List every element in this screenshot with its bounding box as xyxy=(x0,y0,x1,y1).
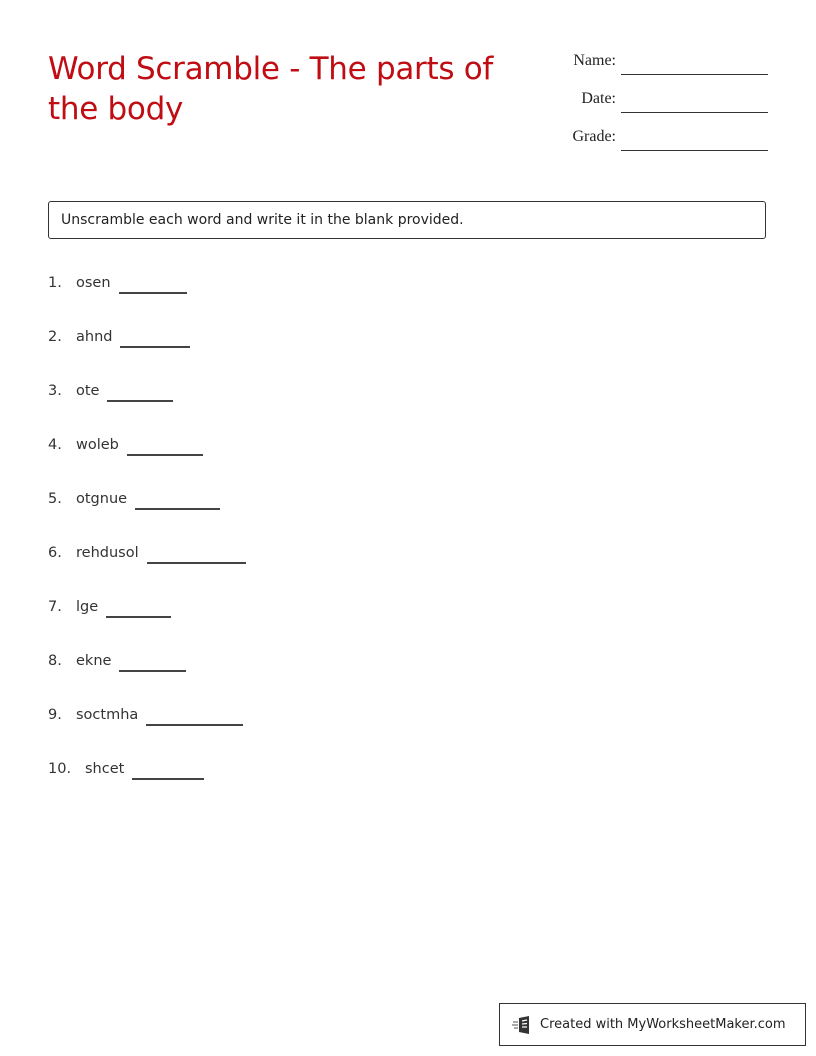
student-info-fields xyxy=(540,50,770,164)
footer-text: Created with MyWorksheetMaker.com xyxy=(540,1017,786,1032)
list-item xyxy=(48,272,548,326)
answer-blank[interactable] xyxy=(119,272,187,294)
name-blank[interactable] xyxy=(621,74,768,75)
date-field xyxy=(540,88,770,126)
item-number: 7. xyxy=(48,599,62,615)
scrambled-word: lge xyxy=(76,599,99,615)
scrambled-word: rehdusol xyxy=(76,545,139,561)
scrambled-word: woleb xyxy=(76,437,119,453)
list-item xyxy=(48,326,548,380)
answer-blank[interactable] xyxy=(147,542,246,564)
scrambled-word: shcet xyxy=(85,761,125,777)
list-item xyxy=(48,380,548,434)
item-number: 5. xyxy=(48,491,62,507)
scrambled-word: ahnd xyxy=(76,329,113,345)
scrambled-word: otgnue xyxy=(76,491,128,507)
footer-credit[interactable] xyxy=(499,1003,806,1046)
grade-label: Grade: xyxy=(572,128,616,145)
list-item xyxy=(48,542,548,596)
item-number: 6. xyxy=(48,545,62,561)
name-field xyxy=(540,50,770,88)
answer-blank[interactable] xyxy=(127,434,203,456)
list-item xyxy=(48,434,548,488)
answer-blank[interactable] xyxy=(135,488,220,510)
answer-blank[interactable] xyxy=(106,596,171,618)
answer-blank[interactable] xyxy=(120,326,190,348)
answer-blank[interactable] xyxy=(146,704,243,726)
answer-blank[interactable] xyxy=(119,650,186,672)
item-number: 2. xyxy=(48,329,62,345)
name-label: Name: xyxy=(573,52,616,69)
page-title: Word Scramble - The parts of the body xyxy=(48,51,494,127)
instructions-box: Unscramble each word and write it in the blank provided. xyxy=(48,201,766,239)
list-item xyxy=(48,758,548,812)
item-number: 1. xyxy=(48,275,62,291)
list-item xyxy=(48,704,548,758)
scrambled-word: osen xyxy=(76,275,111,291)
word-list xyxy=(48,272,548,812)
scrambled-word: ote xyxy=(76,383,100,399)
item-number: 3. xyxy=(48,383,62,399)
scrambled-word: ekne xyxy=(76,653,112,669)
date-blank[interactable] xyxy=(621,112,768,113)
scrambled-word: soctmha xyxy=(76,707,139,723)
item-number: 8. xyxy=(48,653,62,669)
item-number: 4. xyxy=(48,437,62,453)
worksheet-maker-logo-icon xyxy=(512,1014,534,1036)
date-label: Date: xyxy=(581,90,616,107)
list-item xyxy=(48,596,548,650)
grade-blank[interactable] xyxy=(621,150,768,151)
grade-field xyxy=(540,126,770,164)
list-item xyxy=(48,488,548,542)
item-number: 10. xyxy=(48,761,72,777)
item-number: 9. xyxy=(48,707,62,723)
answer-blank[interactable] xyxy=(132,758,204,780)
list-item xyxy=(48,650,548,704)
answer-blank[interactable] xyxy=(107,380,173,402)
